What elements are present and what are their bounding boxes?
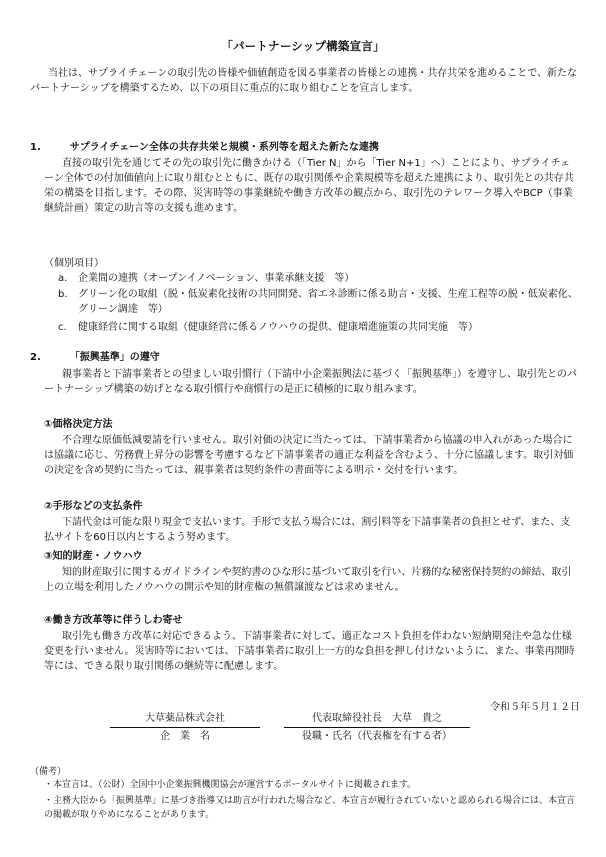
subsection-workstyle-body: 取引先も働き方改革に対応できるよう、下請事業者に対して、適正なコスト負担を伴わない短納期発注や急な仕様変更を行いません。災害時等においては、下請事業者に取引上一方的な負担を押し付けないように、また、事業再開時等には、できる限り取引関係の継続等に配慮します。 (44, 631, 575, 672)
subsection-price-heading: ①価格決定方法 (44, 419, 113, 430)
company-underline (110, 727, 260, 728)
section1-title: サプライチェーン全体の共存共栄と規模・系列等を超えた新たな連携 (69, 142, 379, 153)
list-marker: c. (58, 322, 67, 333)
section2-body: 親事業者と下請事業者との望ましい取引慣行（下請中小企業振興法に基づく「振興基準」）を遵守し、取引先とのパートナーシップ構築の妨げとなる取引慣行や商慣行の是正に積極的に取り組みます。 (44, 369, 577, 395)
list-marker: b. (58, 289, 68, 300)
list-marker: a. (58, 273, 68, 284)
note-item: ・本宣言は、（公財）全国中小企業振興機関協会が運営するポータルサイトに掲載されます。 (44, 780, 417, 790)
subsection-workstyle-heading: ④働き方改革等に伴うしわ寄せ (44, 615, 183, 626)
representative-label: 役職・氏名（代表権を有する者） (302, 731, 452, 742)
section1-number: 1. (30, 142, 41, 153)
section1-heading (30, 140, 590, 155)
list-text: 健康経営に関する取組（健康経営に係るノウハウの提供、健康増進施策の共同実施 等） (78, 322, 478, 333)
section2-heading (30, 350, 590, 365)
section2-title: 「振興基準」の遵守 (69, 352, 160, 363)
document-title: 「パートナーシップ構築宣言」 (221, 39, 385, 53)
subsection-payment-body: 下請代金は可能な限り現金で支払います。手形で支払う場合には、割引料等を下請事業者の負担とせず、また、支払サイトを60日以内とするよう努めます。 (44, 517, 571, 543)
notes-heading: （備考） (30, 767, 67, 777)
representative-underline (284, 727, 470, 728)
list-text: 企業間の連携（オープンイノベーション、事業承継支援 等） (78, 273, 355, 284)
subsection-price-body: 不合理な原価低減要請を行いません。取引対価の決定に当たっては、下請事業者から協議の申入れがあった場合には協議に応じ、労務費上昇分の影響を考慮するなど下請事業者の適正な利益を含むよう、十分に協議します。取引対価の決定を含め契約に当たっては、親事業者は契約条件の書面等による明示・交付を行います。 (44, 435, 574, 476)
intro-paragraph: 当社は、サプライチェーンの取引先の皆様や価値創造を図る事業者の皆様との連携・共存共栄を進めることで、新たなパートナーシップを構築するため、以下の項目に重点的に取り組むことを宣言します。 (30, 68, 577, 94)
company-name: 大草薬品株式会社 (145, 713, 225, 724)
subsection-ip-heading: ③知的財産・ノウハウ (44, 551, 143, 562)
individual-items-label: （個別項目） (44, 258, 104, 269)
list-text: グリーン化の取組（脱・低炭素化技術の共同開発、省エネ診断に係る助言・支援、生産工程等の脱・低炭素化、グリーン調達 等） (78, 289, 578, 315)
note-item: ・主務大臣から「振興基準」に基づき指導又は助言が行われた場合など、本宣言が履行されていないと認められる場合には、本宣言の掲載が取りやめになることがあります。 (44, 796, 576, 820)
representative-name: 代表取締役社長 大草 貴之 (312, 713, 442, 724)
declaration-date: 令和５年５月１２日 (490, 702, 580, 713)
company-label: 企 業 名 (160, 731, 210, 742)
subsection-ip-body: 知的財産取引に関するガイドラインや契約書のひな形に基づいて取引を行い、片務的な秘密保持契約の締結、取引上の立場を利用したノウハウの開示や知的財産権の無償譲渡などは求めません。 (44, 567, 572, 593)
section1-body: 直接の取引先を通じてその先の取引先に働きかける（「Tier N」から「Tier N+1」へ）ことにより、サプライチェーン全体での付加価値向上に取り組むとともに、既存の取引関係や企業規模等を超えた連携により、取引先との共存共栄の構築を目指します。その際、災害時等の事業継続や働き方改革の観点から、取引先のテレワーク導入やBCP（事業継続計画）策定の助言等の支援も進めます。 (44, 158, 574, 214)
subsection-payment-heading: ②手形などの支払条件 (44, 501, 143, 512)
section2-number: 2. (30, 352, 41, 363)
